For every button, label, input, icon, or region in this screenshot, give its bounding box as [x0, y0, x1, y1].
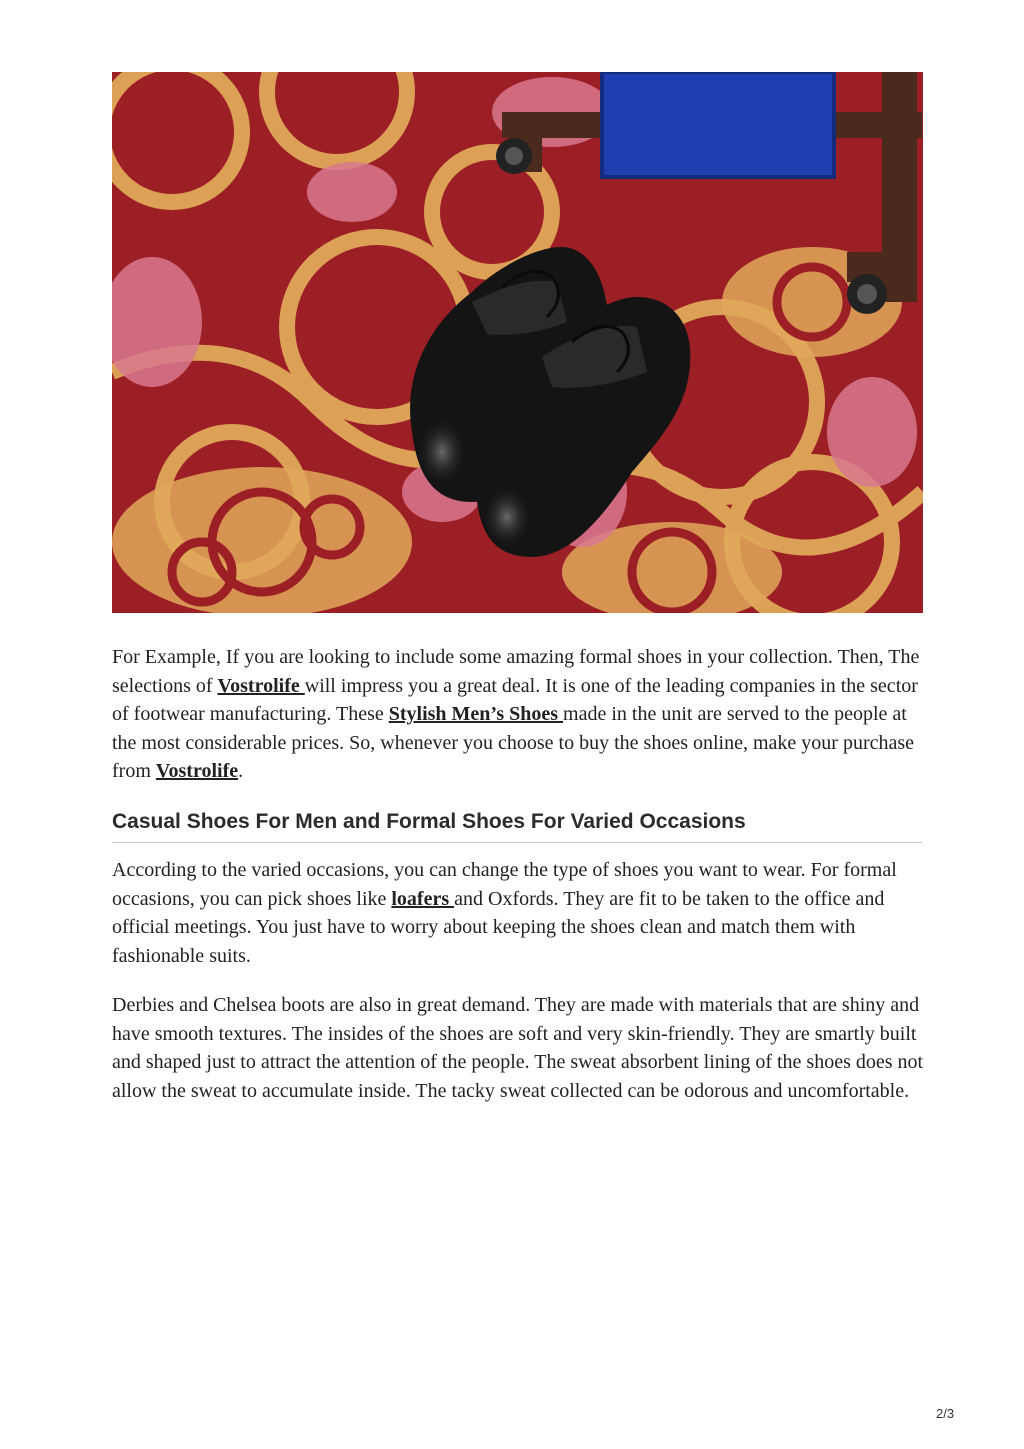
loafers-link[interactable]: loafers — [391, 887, 455, 910]
paragraph-text: and Oxfords. They are fit to be taken to the office and official meetings. You just have to worry about keeping the shoes clean and match them with fashionable suits. — [112, 887, 885, 967]
section-heading: Casual Shoes For Men and Formal Shoes For Varied Occasions — [112, 810, 922, 843]
paragraph-text: For Example, If you are looking to include some amazing formal shoes in your collection. Then, The selections of — [112, 646, 920, 697]
stylish-mens-shoes-link[interactable]: Stylish Men’s Shoes — [388, 703, 564, 725]
page-number: 2/3 — [936, 1406, 955, 1421]
paragraph-text: made in the unit are served to the people at the most considerable prices. So, whenever you choose to buy the shoes online, make your purchase from — [112, 703, 915, 782]
paragraph-text: . — [238, 760, 244, 782]
paragraph-text: According to the varied occasions, you can change the type of shoes you want to wear. For formal occasions, you can pick shoes like — [112, 859, 897, 910]
hero-photo — [112, 72, 923, 613]
occasions-paragraph — [112, 856, 924, 970]
paragraph-text: will impress you a great deal. It is one of the leading companies in the sector of footwear manufacturing. These — [112, 674, 918, 725]
vostrolife-link[interactable]: Vostrolife — [217, 674, 305, 697]
intro-paragraph — [112, 643, 924, 786]
shoes-on-carpet-image — [112, 72, 923, 613]
derbies-paragraph: Derbies and Chelsea boots are also in great demand. They are made with materials that are shiny and have smooth textures. The insides of the shoes are soft and very skin-friendly. They are smartly built and shaped just to attract the attention of the people. The sweat absorbent lining of the shoes does not allow the sweat to accumulate inside. The tacky sweat collected can be odorous and uncomfortable. — [112, 994, 924, 1102]
vostrolife-link-2[interactable]: Vostrolife — [155, 760, 239, 782]
